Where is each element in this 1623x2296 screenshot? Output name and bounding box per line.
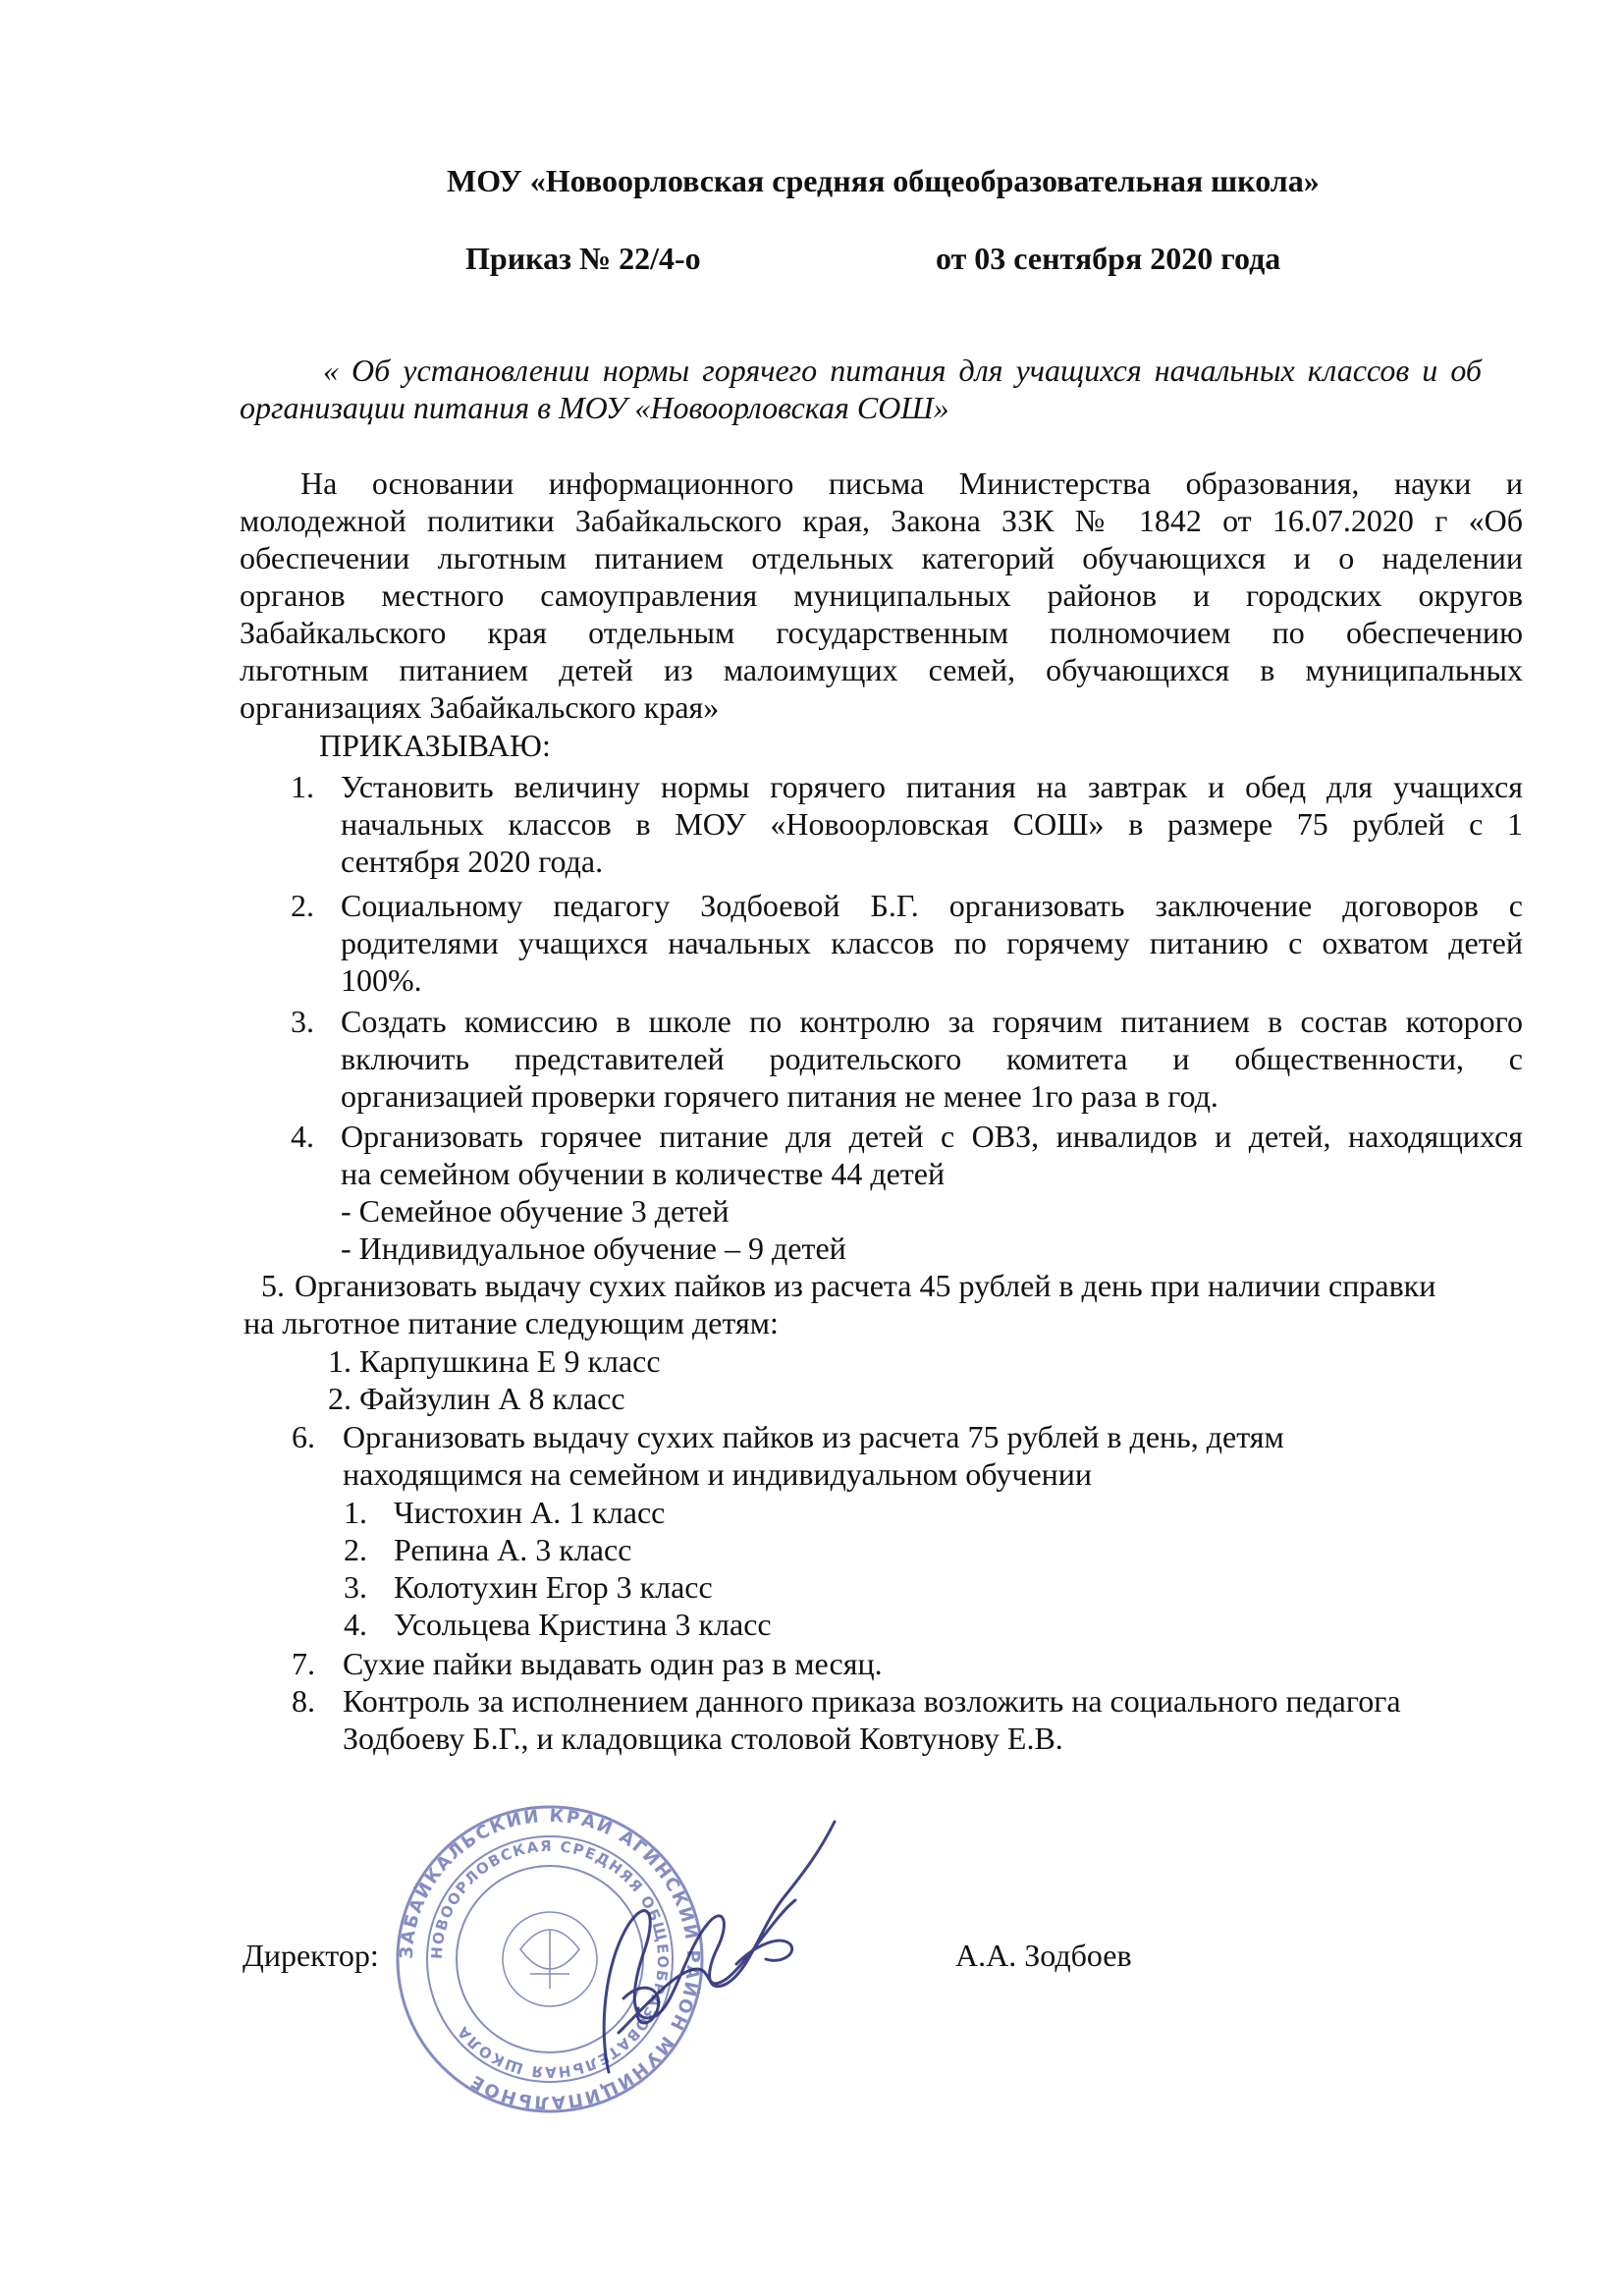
item-3-number: 3. [291, 1004, 314, 1039]
list6-3-text: Колотухин Егор 3 класс [394, 1569, 713, 1605]
preamble-line-2: молодежной политики Забайкальского края, Закона ЗЗК № 1842 от 16.07.2020 г «Об [240, 503, 1523, 538]
item-4-number: 4. [291, 1119, 314, 1154]
preamble-line-4: органов местного самоуправления муниципальных районов и городских округов [240, 577, 1523, 613]
item-5-line-2: на льготное питание следующим детям: [243, 1305, 779, 1340]
item-3-line-1: Создать комиссию в школе по контролю за горячим питанием в состав которого [341, 1004, 1523, 1039]
list5-2-text: Файзулин А 8 класс [359, 1381, 625, 1416]
item-1-line-1: Установить величину нормы горячего питания на завтрак и обед для учащихся [341, 769, 1523, 804]
item-6-line-1: Организовать выдачу сухих пайков из расчета 75 рублей в день, детям [343, 1419, 1284, 1454]
item-2-line-3: 100%. [341, 962, 422, 998]
stamp-outer-text: ЗАБАЙКАЛЬСКИЙ КРАЙ АГИНСКИЙ РАЙОН МУНИЦИПАЛЬНОЕ [396, 1805, 704, 2113]
signature-name: А.А. Зодбоев [955, 1938, 1132, 1973]
item-4-line-4: - Индивидуальное обучение – 9 детей [341, 1230, 846, 1266]
list5-2-number: 2. [328, 1381, 352, 1416]
item-4-line-1: Организовать горячее питание для детей с ОВЗ, инвалидов и детей, находящихся [341, 1119, 1523, 1154]
item-3-line-2: включить представителей родительского комитета и общественности, с [341, 1041, 1523, 1076]
handwritten-signature [589, 1807, 844, 2092]
item-7-number: 7. [292, 1646, 315, 1681]
order-number: Приказ № 22/4-о [465, 241, 701, 276]
preamble-line-1: На основании информационного письма Министерства образования, науки и [300, 465, 1523, 501]
list6-1-number: 1. [344, 1495, 367, 1530]
preamble-line-5: Забайкальского края отдельным государственным полномочием по обеспечению [240, 615, 1523, 650]
item-2-number: 2. [291, 888, 314, 923]
list6-1-text: Чистохин А. 1 класс [394, 1495, 666, 1530]
list5-1-text: Карпушкина Е 9 класс [359, 1343, 661, 1379]
item-4-line-2: на семейном обучении в количестве 44 детей [341, 1156, 946, 1191]
item-6-line-2: находящимся на семейном и индивидуальном обучении [343, 1456, 1093, 1492]
item-5-line-1: Организовать выдачу сухих пайков из расчета 45 рублей в день при наличии справки [295, 1268, 1436, 1303]
organization-title: МОУ «Новоорловская средняя общеобразовательная школа» [447, 163, 1320, 198]
item-3-line-3: организацией проверки горячего питания не менее 1го раза в год. [341, 1078, 1218, 1114]
preamble-line-3: обеспечении льготным питанием отдельных категорий обучающихся и о наделении [240, 540, 1523, 575]
item-2-line-2: родителями учащихся начальных классов по горячему питанию с охватом детей [341, 925, 1523, 960]
item-8-line-2: Зодбоеву Б.Г., и кладовщика столовой Ковтунову Е.В. [343, 1721, 1063, 1756]
list5-1-number: 1. [328, 1343, 352, 1379]
subject-line-2: организации питания в МОУ «Новоорловская СОШ» [240, 390, 949, 425]
list6-4-text: Усольцева Кристина 3 класс [394, 1607, 772, 1642]
list6-2-text: Репина А. 3 класс [394, 1532, 632, 1567]
item-7-line-1: Сухие пайки выдавать один раз в месяц. [343, 1646, 883, 1681]
preamble-line-7: организациях Забайкальского края» [240, 689, 720, 725]
item-4-line-3: - Семейное обучение 3 детей [341, 1193, 730, 1229]
item-1-line-2: начальных классов в МОУ «Новоорловская СОШ» в размере 75 рублей с 1 [341, 806, 1523, 842]
subject-line-1: « Об установлении нормы горячего питания для учащихся начальных классов и об [323, 353, 1482, 388]
list6-4-number: 4. [344, 1607, 367, 1642]
item-6-number: 6. [292, 1419, 315, 1454]
list6-3-number: 3. [344, 1569, 367, 1605]
item-8-number: 8. [292, 1683, 315, 1719]
item-5-number: 5. [261, 1268, 285, 1303]
signature-role: Директор: [243, 1938, 379, 1973]
item-1-line-3: сентября 2020 года. [341, 844, 604, 879]
order-word: ПРИКАЗЫВАЮ: [319, 728, 551, 763]
order-date: от 03 сентября 2020 года [936, 241, 1281, 276]
item-8-line-1: Контроль за исполнением данного приказа возложить на социального педагога [343, 1683, 1401, 1719]
stamp-inner-text: НОВООРЛОВСКАЯ СРЕДНЯЯ ОБЩЕОБРАЗОВАТЕЛЬНАЯ ШКОЛА [427, 1836, 673, 2082]
item-1-number: 1. [291, 769, 314, 804]
item-2-line-1: Социальному педагогу Зодбоевой Б.Г. организовать заключение договоров с [341, 888, 1523, 923]
list6-2-number: 2. [344, 1532, 367, 1567]
preamble-line-6: льготным питанием детей из малоимущих семей, обучающихся в муниципальных [240, 652, 1523, 687]
